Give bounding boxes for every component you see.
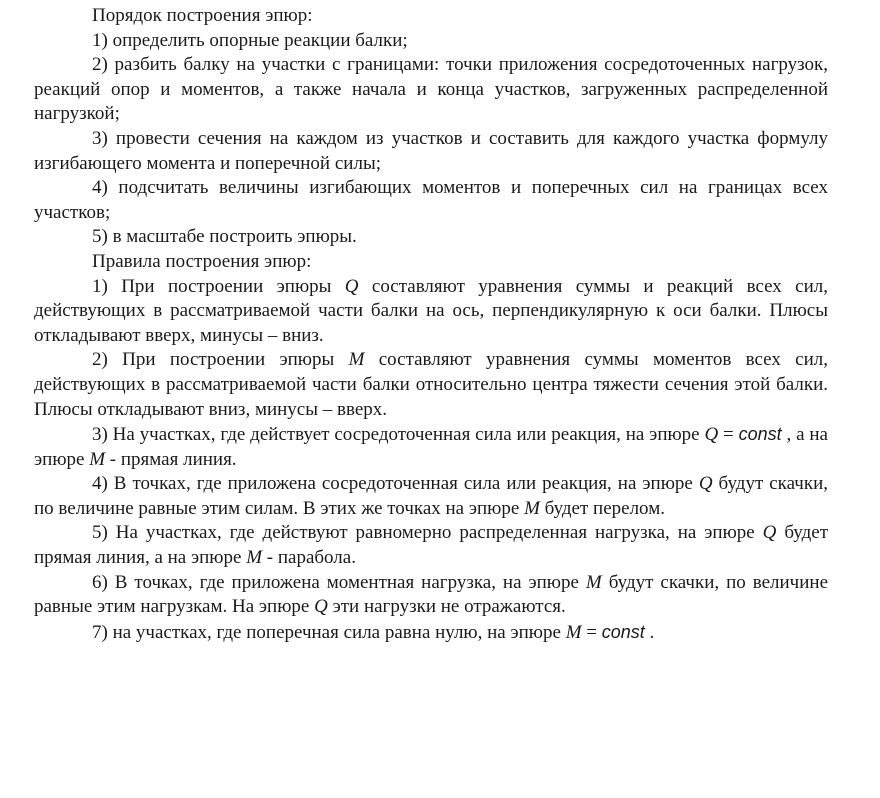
symbol-q: Q (698, 473, 713, 495)
rule-4-text-a: 4) В точках, где приложена сосредоточенная сила или реакция, на эпюре (92, 473, 699, 495)
rule-3-text-b: , а на эпюре (34, 424, 828, 470)
symbol-q: Q (762, 522, 777, 544)
rule-3 (34, 422, 828, 472)
rule-2-text-a: 2) При построении эпюры (92, 349, 349, 371)
const-symbol: const (738, 424, 782, 445)
equals-sign: = (718, 424, 739, 446)
rule-5-text-b: будет прямая линия, а на эпюре (34, 522, 828, 569)
rule-4 (34, 472, 828, 521)
symbol-m: M (585, 571, 602, 593)
rule-1 (34, 275, 828, 349)
rule-6 (34, 571, 828, 620)
rule-4-text-c: будет перелом. (539, 497, 665, 519)
rule-6-text-b: будут скачки, по величине равные этим нагрузкам. На эпюре (34, 571, 829, 618)
rule-5-text-a: 5) На участках, где действуют равномерно распределенная нагрузка, на эпюре (92, 522, 763, 544)
symbol-q: Q (314, 596, 328, 618)
symbol-m: M (348, 349, 365, 371)
step-4: 4) подсчитать величины изгибающих моментов и поперечных сил на границах всех участков; (34, 177, 828, 223)
rule-7-text-b: . (644, 621, 655, 643)
rule-4-text-b: будут скачки, по величине равные этим силам. В этих же точках на эпюре (34, 473, 828, 519)
rule-5 (34, 521, 828, 570)
rule-2-text-b: составляют уравнения суммы моментов всех сил, действующих в рассматриваемой части балки относительно центра тяжести сечения этой балки. Плюсы откладывают вниз, минусы – вверх. (34, 349, 829, 420)
step-3: 3) провести сечения на каждом из участков и составить для каждого участка формулу изгибающего момента и поперечной силы; (34, 127, 828, 174)
symbol-m: M (565, 621, 582, 643)
rule-7-text-a: 7) на участках, где поперечная сила равна нулю, на эпюре (92, 621, 566, 643)
const-symbol: const (601, 621, 645, 642)
step-1: 1) определить опорные реакции балки; (92, 29, 408, 51)
rule-3-text-c: - прямая линия. (105, 448, 237, 470)
rule-7 (34, 620, 828, 646)
symbol-m: M (246, 547, 263, 569)
step-5: 5) в масштабе построить эпюры. (92, 226, 357, 248)
rule-5-text-c: - парабола. (262, 547, 356, 569)
step-2: 2) разбить балку на участки с границами: точки приложения сосредоточенных нагрузок, реакций опор и моментов, а также начала и конца участков, загруженных распределенной нагрузкой; (34, 54, 828, 125)
symbol-m: M (89, 448, 106, 470)
rule-6-text-a: 6) В точках, где приложена моментная нагрузка, на эпюре (92, 571, 586, 593)
rule-3-text-a: 3) На участках, где действует сосредоточенная сила или реакция, на эпюре (92, 424, 705, 446)
section-heading-rules: Правила построения эпюр: (92, 250, 312, 272)
section-heading-order: Порядок построения эпюр: (92, 5, 313, 26)
equals-sign: = (581, 621, 602, 643)
rule-2 (34, 348, 828, 422)
rule-6-text-c: эти нагрузки не отражаются. (327, 596, 566, 618)
symbol-q: Q (344, 275, 359, 297)
rule-1-text-a: 1) При построении эпюры (92, 275, 345, 297)
symbol-q: Q (704, 424, 719, 446)
rule-1-text-b: составляют уравнения суммы и реакций всех сил, действующих в рассматриваемой части балки на ось, перпендикулярную к оси балки. Плюсы откладывают вверх, минусы – вниз. (34, 275, 828, 346)
symbol-m: M (524, 497, 540, 519)
